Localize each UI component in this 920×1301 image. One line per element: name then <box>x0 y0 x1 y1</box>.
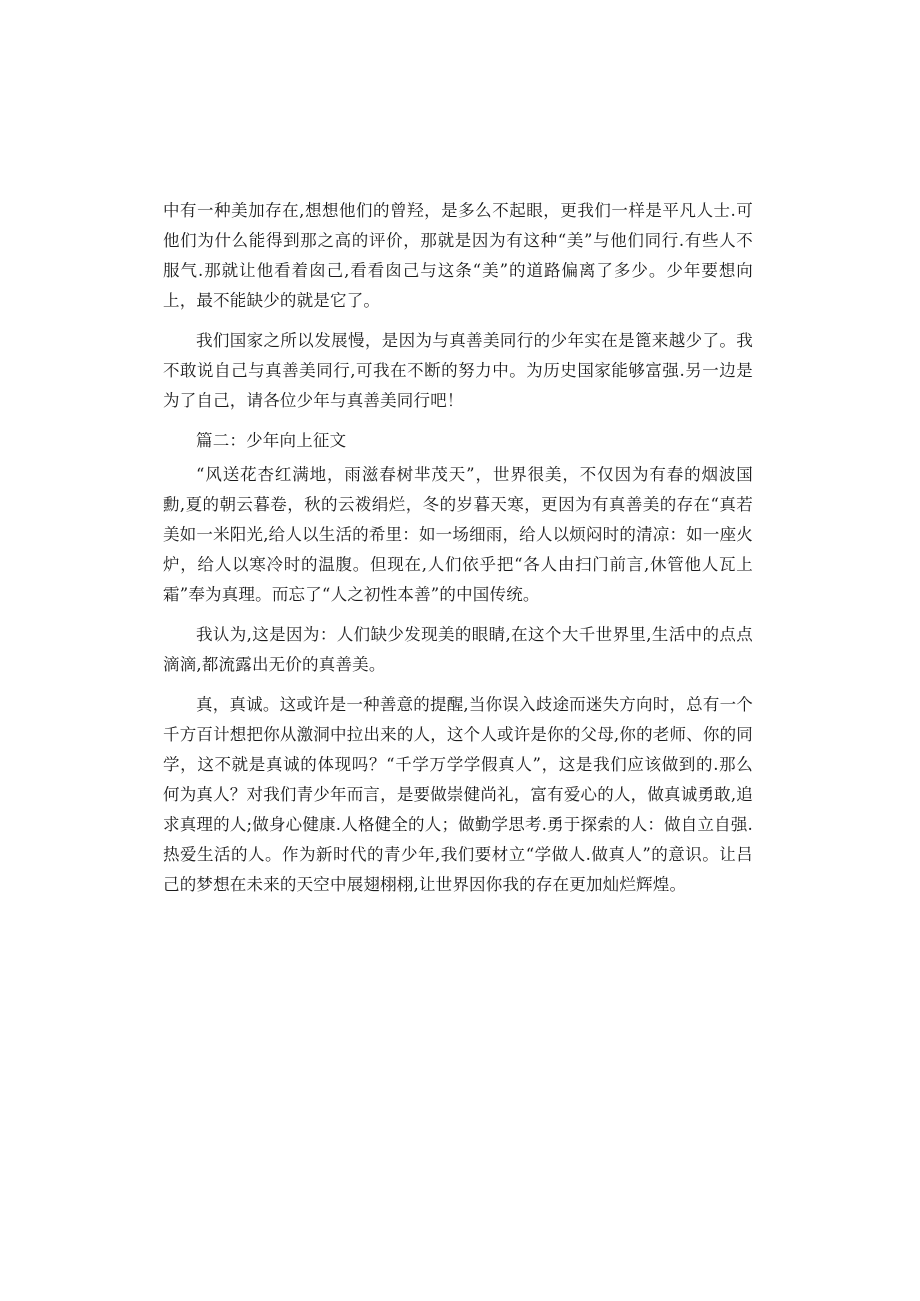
paragraph-continuation: 中有一种美加存在,想想他们的曾羟，是多么不起眼，更我们一样是平凡人士.可他们为什么能得到那之高的评价，那就是因为有这种“美”与他们同行.有些人不服气.那就让他看着囱己,看看囱己与这条“美”的道路偏离了多少。少年要想向上，最不能缺少的就是它了。 <box>163 201 753 310</box>
paragraph-opinion: 我认为,这是因为：人们缺少发现美的眼睛,在这个大千世界里,生活中的点点滴滴,都流露出无价的真善美。 <box>163 625 753 674</box>
paragraph-national-development: 我们国家之所以发展慢，是因为与真善美同行的少年实在是篦来越少了。我不敢说自己与真善美同行,可我在不断的努力中。为历史国家能够富强.另一边是为了自己，请各位少年与真善美同行吧！ <box>163 331 753 410</box>
paragraph-world-beauty: “风送花杏红满地，雨滋春树芈茂天”，世界很美，不仅因为有春的烟波国勳,夏的朝云暮卷，秋的云袯绢烂，冬的岁暮天寒，更因为有真善美的存在“真若美如一米阳光,给人以生活的希里：如一场细雨，给人以烦闷时的清凉：如一座火炉，给人以寒冷时的温腹。但现在,人们依乎把“各人由扫门前言,休管他人瓦上霜”奉为真理。而忘了“人之初性本善”的中国传统。 <box>163 465 753 604</box>
section-heading: 篇二：少年向上征文 <box>196 431 347 450</box>
paragraph-sincerity: 真，真诚。这或许是一种善意的提醒,当你误入歧途而迷失方向时，总有一个千方百计想把你从激洞中拉出来的人，这个人或许是你的父母,你的老师、你的同学，这不就是真诚的体现吗？“千学万学学假真人”，这是我们应该做到的.那么何为真人？对我们青少年而言，是要做崇健尚礼，富有爱心的人，做真诚勇敢,追求真理的人;做身心健康.人格健全的人；做勤学思考.勇于探索的人：做自立自强.热爱生活的人。作为新时代的青少年,我们要材立“学做人.做真人”的意识。让吕己的梦想在未来的天空中展翅栩栩,让世界因你我的存在更加灿烂辉煌。 <box>163 695 753 894</box>
document-page <box>163 196 753 910</box>
